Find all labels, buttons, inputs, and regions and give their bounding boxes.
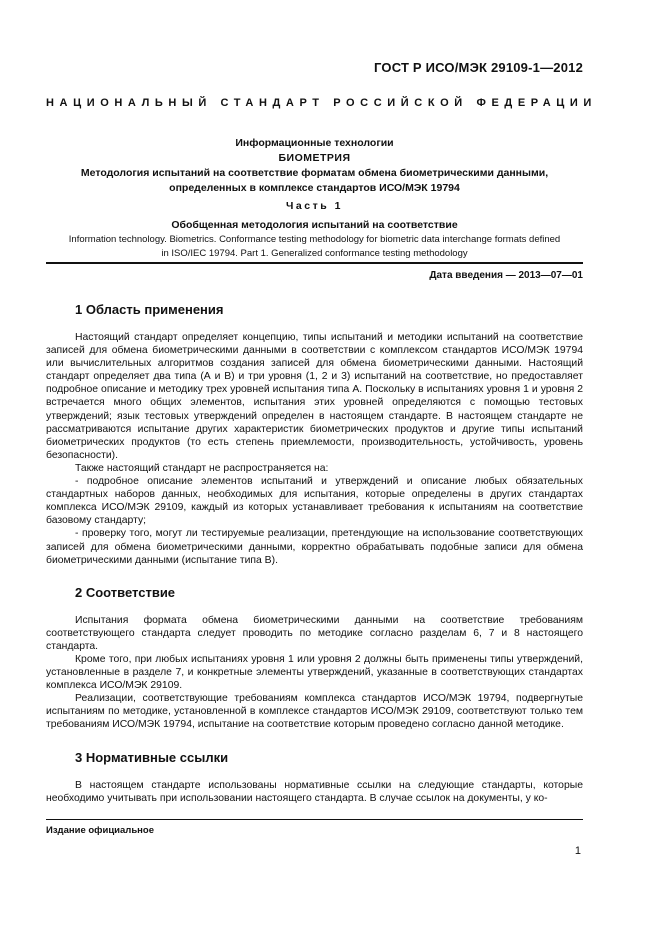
paragraph: Настоящий стандарт определяет концепцию, типы испытаний и методики испытаний на соответствие записей для обмена биометрическими данными в соответствии с комплексом стандартов ИСО/МЭК 19794 или вычислительных алгоритмов создания записей для обмена биометрическими данными. Настоящий стандарт определяет два типа (А и В) и три уровня (1, 2 и 3) испытаний на соответствие, но предоставляет подробное описание и методику трех уровней испытания типа А. Поскольку в испытаниях уровня 1 и уровня 2 встречается много общих элементов, испытания этих уровней определяются с помощью тестовых утверждений; язык тестовых утверждений определен в настоящем стандарте. В настоящем стандарте не рассматриваются испытание других характеристик биометрических продуктов и другие типы испытаний биометрических продуктов (то есть степень приемлемости, производительность, устойчивость, уровень безопасности). — [46, 332, 583, 461]
list-item: - проверку того, могут ли тестируемые реализации, претендующие на использование соответствующих записей для обмена биометрическими данными, корректно обрабатывать подобные записи для обмена биометрическими данными (испытание типа В). — [46, 528, 583, 566]
title-divider — [46, 262, 583, 264]
introduction-date: Дата введения — 2013—07—01 — [429, 270, 583, 281]
gost-number: ГОСТ Р ИСО/МЭК 29109-1—2012 — [374, 60, 583, 75]
title-line-4: определенных в комплексе стандартов ИСО/МЭК 19794 — [169, 182, 460, 194]
subtitle: Обобщенная методология испытаний на соответствие — [171, 219, 458, 231]
part-label: Часть 1 — [286, 200, 343, 212]
paragraph: Реализации, соответствующие требованиям комплекса стандартов ИСО/МЭК 19794, подвергнутые испытаниям по методике, установленной в комплексе стандартов ИСО/МЭК 29109, соответствуют только тем требованиям ИСО/МЭК 19794, испытание на соответствие которым проведено согласно данной методике. — [46, 693, 583, 731]
footer-divider — [46, 819, 583, 820]
national-standard-banner: НАЦИОНАЛЬНЫЙ СТАНДАРТ РОССИЙСКОЙ ФЕДЕРАЦИИ — [46, 97, 597, 109]
title-block — [46, 136, 583, 260]
paragraph: Также настоящий стандарт не распространяется на: — [75, 462, 329, 474]
list-item: - подробное описание элементов испытаний и утверждений и описание любых обязательных стандартных наборов данных, необходимых для испытания, которые определены в других стандартах комплекса ИСО/МЭК 29109, каждый из которых устанавливает требования к испытаниям на соответствие базовому стандарту; — [46, 476, 583, 527]
section-heading: 3 Нормативные ссылки — [75, 749, 229, 765]
paragraph: Кроме того, при любых испытаниях уровня 1 или уровня 2 должны быть применены типы утверждений, установленные в разделе 7, и конкретные элементы утверждений, указанные в соответствующих стандартах комплекса ИСО/МЭК 29109. — [46, 653, 583, 692]
official-edition-label: Издание официальное — [46, 825, 154, 836]
main-content — [46, 302, 583, 805]
title-line-3: Методология испытаний на соответствие форматам обмена биометрическими данными, — [80, 167, 549, 179]
english-title-line-2: in ISO/IEC 19794. Part 1. Generalized conformance testing methodology — [161, 247, 468, 259]
section-heading: 1 Область применения — [75, 302, 224, 317]
paragraph: Испытания формата обмена биометрическими данными на соответствие требованиям соответствующего стандарта следует проводить по методике согласно разделам 6, 7 и 8 настоящего стандарта. — [46, 614, 583, 652]
section-heading: 2 Соответствие — [75, 584, 176, 600]
page-number: 1 — [574, 845, 581, 857]
paragraph: В настоящем стандарте использованы нормативные ссылки на следующие стандарты, которые необходимо учитывать при использовании настоящего стандарта. В случае ссылок на документы, у ко- — [46, 779, 583, 804]
english-title-line-1: Information technology. Biometrics. Conformance testing methodology for biometric data interchange formats defined — [68, 234, 561, 245]
title-line-2: БИОМЕТРИЯ — [278, 152, 351, 164]
title-line-1: Информационные технологии — [235, 137, 394, 149]
